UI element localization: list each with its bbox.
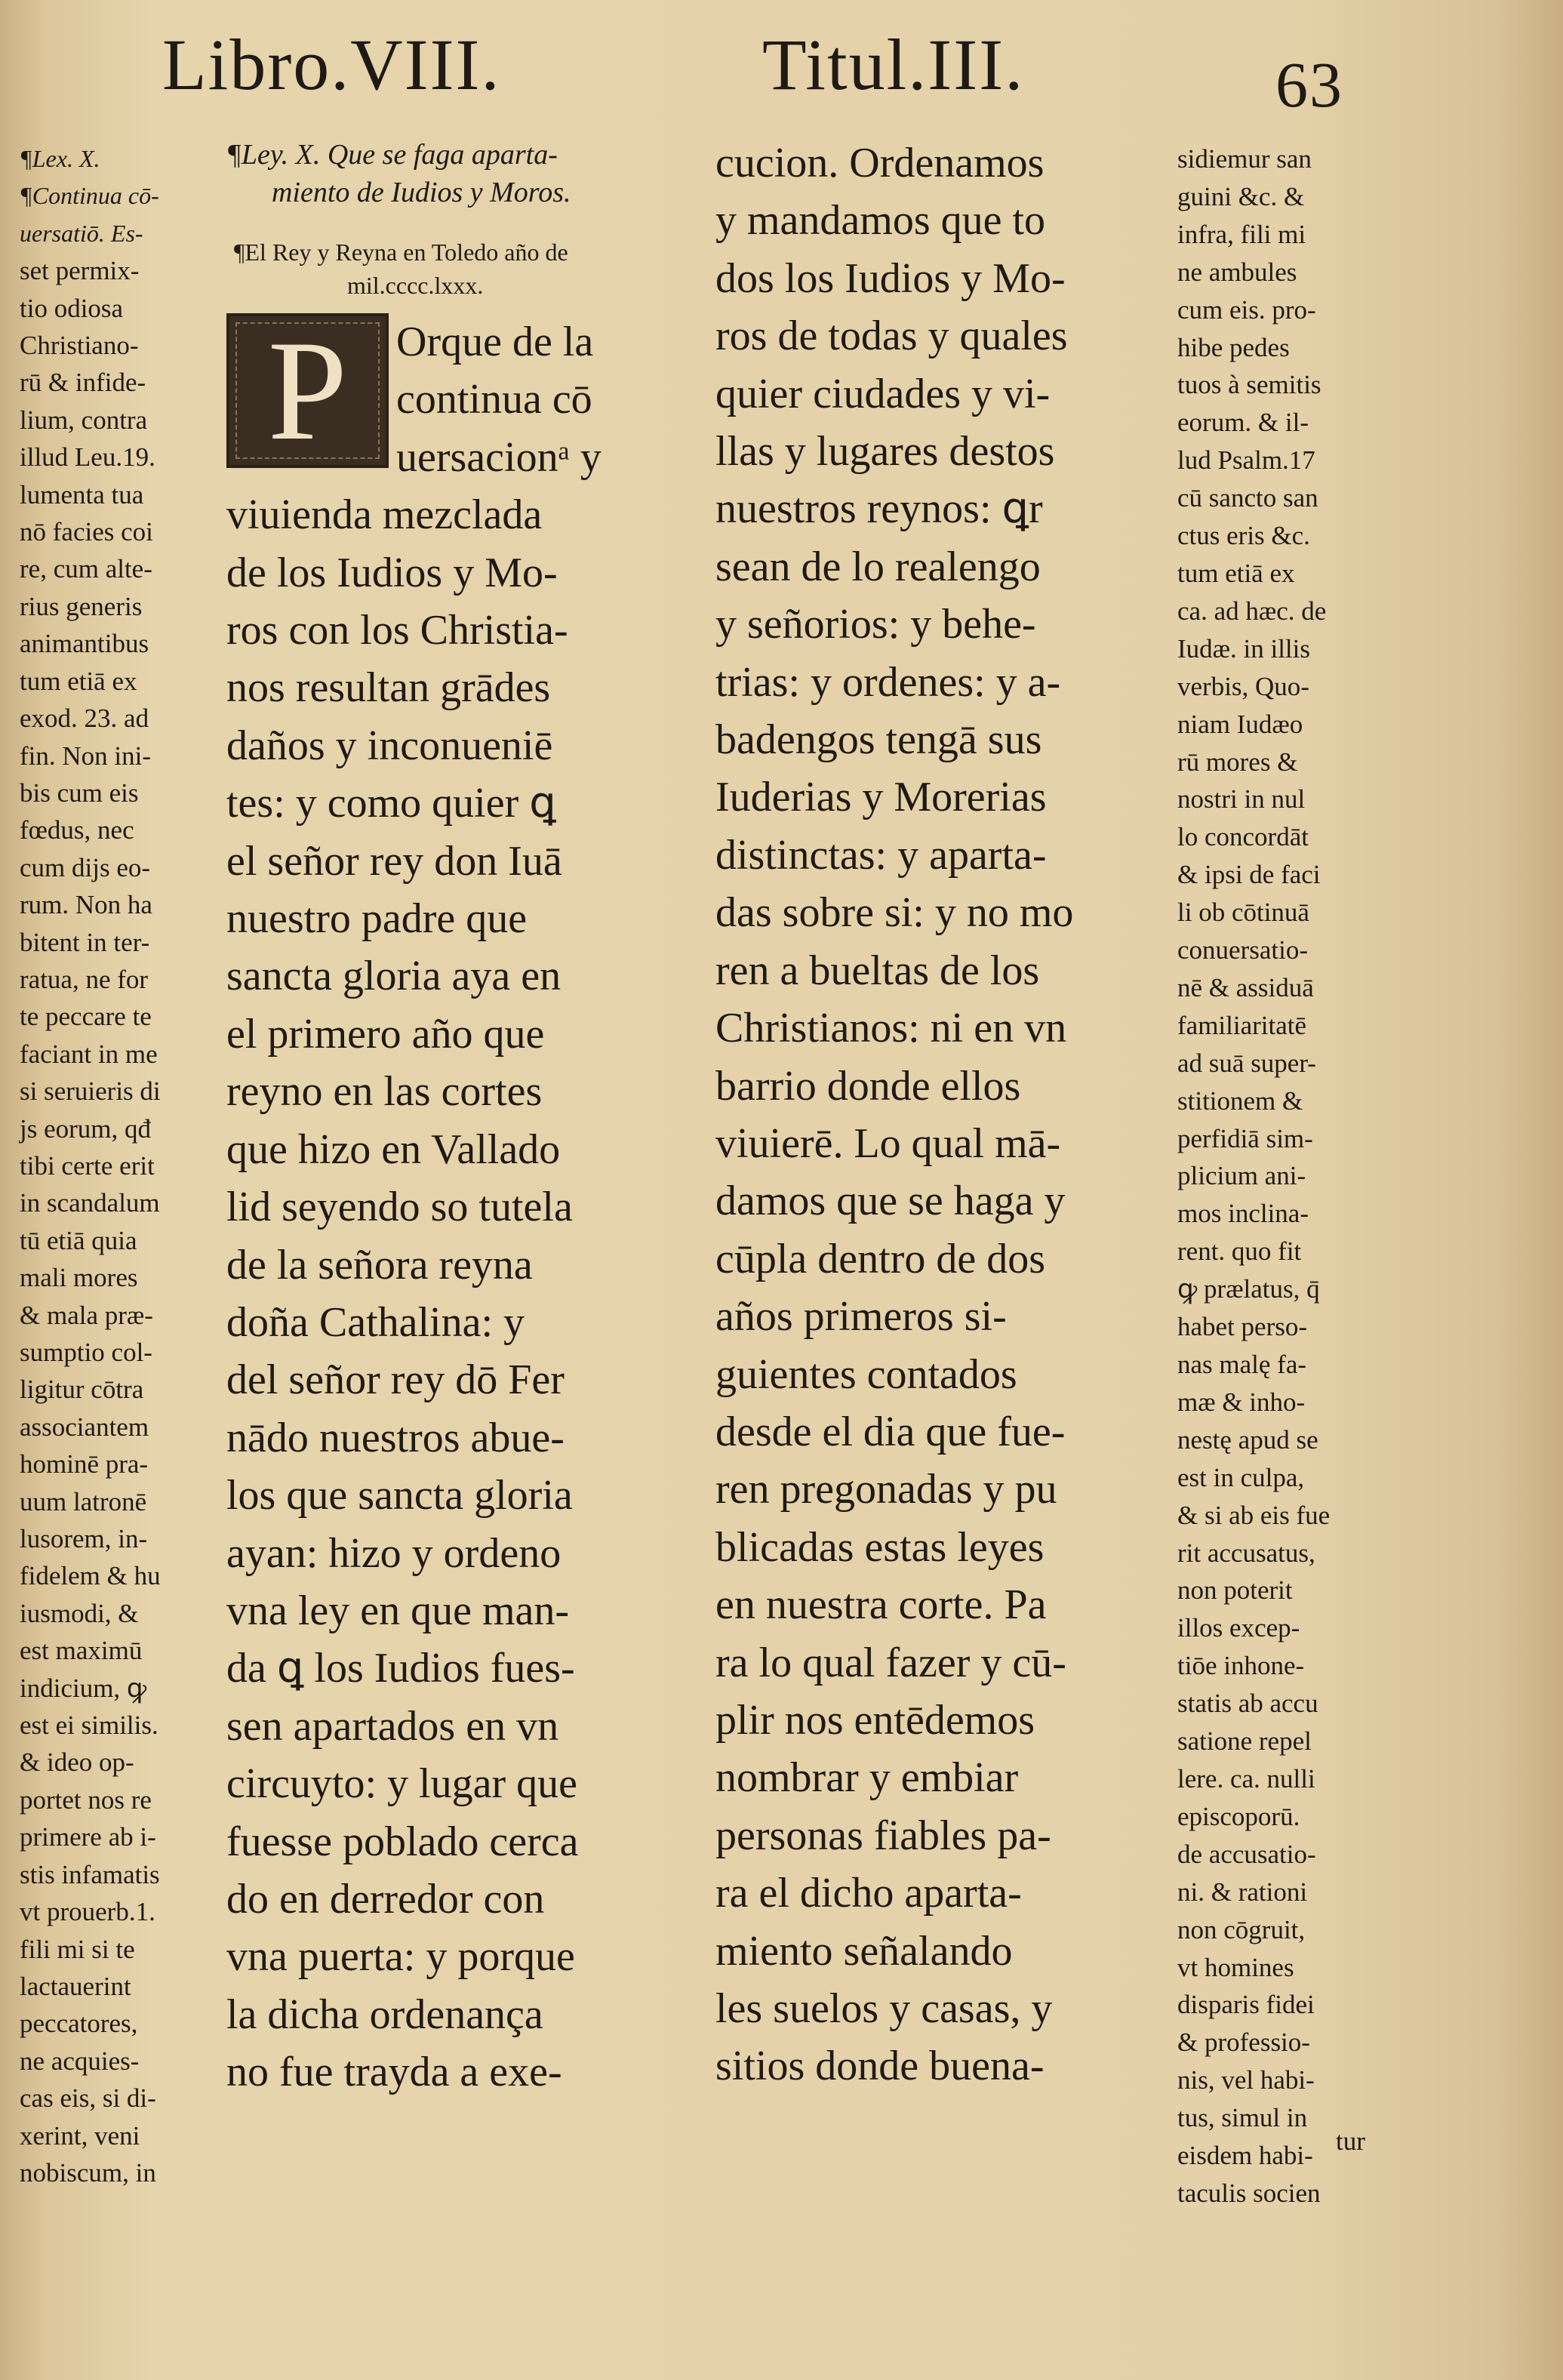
main-text-column-2 bbox=[715, 134, 1161, 2095]
right-gloss-line: tuos à semitis bbox=[1177, 370, 1321, 400]
main-text-line: nuestros reynos: ꝗr bbox=[715, 485, 1043, 533]
right-gloss-line: guini &c. & bbox=[1177, 181, 1305, 211]
left-gloss-line: stis infamatis bbox=[20, 1859, 160, 1889]
main-text-line: sitios donde buena- bbox=[715, 2043, 1045, 2090]
left-gloss-line: nobiscum, in bbox=[20, 2157, 156, 2188]
main-text-line: reyno en las cortes bbox=[226, 1068, 543, 1116]
left-gloss-line: te peccare te bbox=[20, 1002, 152, 1032]
main-text-line: del señor rey dō Fer bbox=[226, 1356, 565, 1404]
left-gloss-line: in scandalum bbox=[20, 1188, 160, 1218]
main-text-line: nombrar y embiar bbox=[715, 1754, 1019, 1802]
left-gloss-line: associantem bbox=[20, 1412, 149, 1442]
main-text-line: viuierē. Lo qual mā- bbox=[715, 1119, 1061, 1167]
main-text-line: nādo nuestros abue- bbox=[226, 1414, 565, 1461]
right-gloss-line: non poterit bbox=[1177, 1575, 1293, 1606]
right-gloss-line: & professio- bbox=[1177, 2027, 1310, 2058]
right-gloss-line: nis, vel habi- bbox=[1177, 2065, 1315, 2095]
left-gloss-line: vt prouerb.1. bbox=[20, 1897, 155, 1927]
main-text-line: trias: y ordenes: y a- bbox=[715, 658, 1061, 706]
main-text-line: llas y lugares destos bbox=[715, 428, 1055, 476]
right-gloss-line: stitionem & bbox=[1177, 1085, 1303, 1116]
main-text-line: años primeros si- bbox=[715, 1293, 1007, 1341]
law-subtitle-line: mil.cccc.lxxx. bbox=[347, 272, 484, 299]
law-title-line: miento de Iudios y Moros. bbox=[272, 177, 571, 208]
main-text-line: Iuderias y Morerias bbox=[715, 774, 1047, 821]
main-text-line: sen apartados en vn bbox=[226, 1702, 559, 1750]
right-gloss-line: de accusatio- bbox=[1177, 1839, 1316, 1869]
main-text-line: ra lo qual fazer y cū- bbox=[715, 1639, 1066, 1686]
right-gloss-line: episcoporū. bbox=[1177, 1801, 1300, 1831]
right-gloss-line: Iudæ. in illis bbox=[1177, 633, 1310, 664]
main-text-line: continua cō bbox=[396, 376, 592, 423]
left-gloss-line: ¶Continua cō- bbox=[20, 182, 159, 210]
main-text-line: ren pregonadas y pu bbox=[715, 1466, 1057, 1513]
main-text-line: blicadas estas leyes bbox=[715, 1523, 1045, 1571]
left-gloss-line: uum latronē bbox=[20, 1486, 147, 1516]
main-text-line: y mandamos que to bbox=[715, 197, 1046, 245]
initial-letter: P bbox=[267, 311, 348, 470]
left-gloss-line: est ei similis. bbox=[20, 1710, 158, 1741]
left-gloss-line: ligitur cōtra bbox=[20, 1375, 144, 1405]
left-gloss-line: animantibus bbox=[20, 629, 149, 659]
left-gloss-line: ne acquies- bbox=[20, 2046, 140, 2076]
main-text-line: viuienda mezclada bbox=[226, 491, 543, 539]
right-gloss-line: ꝙ prælatus, q̄ bbox=[1177, 1274, 1320, 1304]
right-gloss-line: nas malę fa- bbox=[1177, 1350, 1307, 1379]
right-gloss-line: est in culpa, bbox=[1177, 1462, 1305, 1492]
right-gloss-line: eisdem habi- bbox=[1177, 2141, 1313, 2171]
left-gloss-line: bitent in ter- bbox=[20, 927, 150, 957]
right-gloss-line: & si ab eis fue bbox=[1177, 1500, 1331, 1530]
right-gloss-line: mæ & inho- bbox=[1177, 1387, 1306, 1417]
main-text-line: miento señalando bbox=[715, 1927, 1013, 1975]
left-gloss-line: hominē pra- bbox=[20, 1449, 149, 1479]
left-gloss-line: tū etiā quia bbox=[20, 1225, 137, 1255]
left-gloss-line: cum dijs eo- bbox=[20, 852, 151, 882]
right-gloss-line: habet perso- bbox=[1177, 1312, 1308, 1342]
right-gloss-line: satione repel bbox=[1177, 1726, 1312, 1757]
right-gloss-line: tiōe inhone- bbox=[1177, 1651, 1305, 1681]
left-gloss-line: re, cum alte- bbox=[20, 554, 152, 584]
left-gloss-line: rius generis bbox=[20, 591, 143, 621]
left-marginal-gloss bbox=[20, 140, 201, 2191]
left-gloss-line: indicium, ꝙ bbox=[20, 1673, 147, 1703]
right-gloss-line: conuersatio- bbox=[1177, 935, 1308, 965]
left-gloss-line: rū & infide- bbox=[20, 368, 146, 398]
left-gloss-line: uersatiō. Es- bbox=[20, 219, 143, 247]
main-text-line: sancta gloria aya en bbox=[226, 953, 562, 1000]
main-text-line: dos los Iudios y Mo- bbox=[715, 254, 1066, 302]
right-gloss-line: hibe pedes bbox=[1177, 332, 1290, 362]
main-text-line: de los Iudios y Mo- bbox=[226, 549, 558, 596]
main-text-line: tes: y como quier ꝗ bbox=[226, 780, 556, 827]
main-text-line: la dicha ordenança bbox=[226, 1991, 543, 2038]
main-text-line: distinctas: y aparta- bbox=[715, 831, 1047, 879]
left-gloss-line: tum etiā ex bbox=[20, 666, 137, 696]
main-text-line: Orque de la bbox=[396, 319, 594, 365]
right-gloss-line: ni. & rationi bbox=[1177, 1877, 1308, 1907]
main-text-line: doña Cathalina: y bbox=[226, 1298, 525, 1346]
law-subtitle-line: ¶El Rey y Reyna en Toledo año de bbox=[234, 239, 568, 266]
main-text-line: nos resultan grādes bbox=[226, 664, 551, 712]
main-text-line: uersacionᵃ y bbox=[396, 433, 602, 481]
right-gloss-line: rū mores & bbox=[1177, 747, 1298, 777]
main-text-line: barrio donde ellos bbox=[715, 1062, 1021, 1110]
main-text-line: do en derredor con bbox=[226, 1875, 545, 1923]
left-gloss-line: & ideo op- bbox=[20, 1747, 134, 1778]
right-gloss-line: tus, simul in bbox=[1177, 2103, 1308, 2133]
main-text-line: damos que se haga y bbox=[715, 1178, 1066, 1225]
main-text-line: ren a bueltas de los bbox=[715, 947, 1040, 994]
right-gloss-line: lere. ca. nulli bbox=[1177, 1763, 1315, 1793]
right-gloss-line: disparis fidei bbox=[1177, 1990, 1315, 2020]
left-gloss-line: cas eis, si di- bbox=[20, 2083, 156, 2114]
left-gloss-line: bis cum eis bbox=[20, 777, 139, 808]
left-gloss-line: fidelem & hu bbox=[20, 1561, 161, 1591]
main-text-column-1 bbox=[226, 313, 672, 2101]
left-gloss-line: fin. Non ini- bbox=[20, 740, 152, 771]
main-text-line: ra el dicho aparta- bbox=[715, 1870, 1022, 1917]
main-text-line: de la señora reyna bbox=[226, 1241, 533, 1289]
right-gloss-line: eorum. & il- bbox=[1177, 408, 1309, 438]
right-gloss-line: cū sancto san bbox=[1177, 483, 1318, 513]
left-gloss-line: peccatores, bbox=[20, 2009, 138, 2039]
left-gloss-line: rum. Non ha bbox=[20, 890, 152, 920]
left-gloss-line: Christiano- bbox=[20, 331, 139, 361]
right-gloss-line: infra, fili mi bbox=[1177, 219, 1306, 249]
main-text-line: vna puerta: y porque bbox=[226, 1933, 575, 1981]
main-text-line: cūpla dentro de dos bbox=[715, 1235, 1045, 1282]
left-gloss-line: mali mores bbox=[20, 1263, 138, 1293]
left-gloss-line: fili mi si te bbox=[20, 1934, 135, 1964]
left-gloss-line: iusmodi, & bbox=[20, 1598, 139, 1628]
right-gloss-line: li ob cōtinuā bbox=[1177, 898, 1309, 928]
left-gloss-line: exod. 23. ad bbox=[20, 704, 149, 734]
left-gloss-line: ¶Lex. X. bbox=[20, 145, 100, 172]
left-gloss-line: lium, contra bbox=[20, 405, 148, 435]
main-text-line: Christianos: ni en vn bbox=[715, 1005, 1067, 1052]
main-text-line: no fue trayda a exe- bbox=[226, 2049, 562, 2096]
right-gloss-line: tum etiā ex bbox=[1177, 558, 1295, 588]
left-gloss-line: nō facies coi bbox=[20, 517, 153, 547]
left-gloss-line: lumenta tua bbox=[20, 479, 144, 510]
left-gloss-line: set permix- bbox=[20, 256, 140, 286]
right-gloss-line: lo concordāt bbox=[1177, 822, 1309, 852]
page-number: 63 bbox=[1275, 48, 1343, 121]
left-gloss-line: portet nos re bbox=[20, 1784, 152, 1815]
right-gloss-line: illos excep- bbox=[1177, 1613, 1300, 1643]
right-gloss-line: mos inclina- bbox=[1177, 1199, 1309, 1229]
left-gloss-line: ratua, ne for bbox=[20, 964, 149, 994]
law-subtitle bbox=[234, 236, 568, 302]
main-text-line: quier ciudades y vi- bbox=[715, 370, 1051, 417]
left-gloss-line: est maximū bbox=[20, 1636, 143, 1666]
main-text-line: sean de lo realengo bbox=[715, 543, 1041, 590]
main-text-line: da ꝗ los Iudios fues- bbox=[226, 1645, 575, 1692]
right-gloss-line: perfidiā sim- bbox=[1177, 1123, 1313, 1153]
left-gloss-line: & mala præ- bbox=[20, 1300, 153, 1330]
left-gloss-line: illud Leu.19. bbox=[20, 442, 155, 473]
main-text-line: y señorios: y behe- bbox=[715, 601, 1036, 648]
right-gloss-line: rit accusatus, bbox=[1177, 1538, 1315, 1568]
main-text-line: vna ley en que man- bbox=[226, 1587, 570, 1634]
right-gloss-line: niam Iudæo bbox=[1177, 709, 1303, 739]
left-gloss-line: xerint, veni bbox=[20, 2120, 140, 2151]
right-gloss-line: vt homines bbox=[1177, 1952, 1294, 1982]
right-gloss-line: cum eis. pro- bbox=[1177, 294, 1316, 325]
right-gloss-line: taculis socien bbox=[1177, 2178, 1321, 2208]
right-gloss-line: nostri in nul bbox=[1177, 784, 1306, 814]
right-gloss-line: ca. ad hæc. de bbox=[1177, 596, 1327, 626]
left-gloss-line: sumptio col- bbox=[20, 1338, 152, 1367]
main-text-line: plir nos entēdemos bbox=[715, 1696, 1035, 1744]
right-gloss-line: verbis, Quo- bbox=[1177, 671, 1309, 701]
main-text-line: badengos tengā sus bbox=[715, 716, 1042, 764]
main-text-line: ayan: hizo y ordeno bbox=[226, 1529, 562, 1577]
left-gloss-line: tio odiosa bbox=[20, 293, 124, 323]
running-head-title: Titul.III. bbox=[762, 24, 1025, 105]
right-gloss-line: rent. quo fit bbox=[1177, 1236, 1302, 1267]
left-gloss-line: faciant in me bbox=[20, 1039, 158, 1069]
right-gloss-line: & ipsi de faci bbox=[1177, 860, 1321, 890]
main-text-line: das sobre si: y no mo bbox=[715, 889, 1074, 937]
right-gloss-line: familiaritatē bbox=[1177, 1010, 1307, 1040]
left-gloss-line: lusorem, in- bbox=[20, 1524, 148, 1554]
main-text-line: el señor rey don Iuā bbox=[226, 837, 562, 885]
main-text-line: les suelos y casas, y bbox=[715, 1985, 1053, 2032]
law-title bbox=[226, 136, 571, 211]
main-text-line: fuesse poblado cerca bbox=[226, 1818, 579, 1865]
right-gloss-line: nestę apud se bbox=[1177, 1424, 1318, 1455]
main-text-line: nuestro padre que bbox=[226, 895, 528, 943]
law-title-line: ¶Ley. X. Que se faga aparta- bbox=[226, 139, 558, 171]
left-gloss-line: tibi certe erit bbox=[20, 1150, 155, 1181]
right-marginal-gloss bbox=[1177, 140, 1381, 2212]
right-gloss-line: lud Psalm.17 bbox=[1177, 445, 1315, 476]
right-gloss-line: ad suā super- bbox=[1177, 1048, 1316, 1078]
main-text-line: en nuestra corte. Pa bbox=[715, 1581, 1047, 1629]
left-gloss-line: si seruieris di bbox=[20, 1076, 161, 1107]
left-gloss-line: js eorum, qđ bbox=[20, 1113, 152, 1144]
main-text-line: circuyto: y lugar que bbox=[226, 1760, 577, 1808]
main-text-line: cucion. Ordenamos bbox=[715, 140, 1045, 186]
right-gloss-line: plicium ani- bbox=[1177, 1161, 1306, 1191]
main-text-line: el primero año que bbox=[226, 1010, 545, 1058]
right-gloss-line: sidiemur san bbox=[1177, 144, 1312, 174]
left-gloss-line: fœdus, nec bbox=[20, 815, 134, 845]
main-text-line: ros de todas y quales bbox=[715, 313, 1068, 360]
right-gloss-line: ctus eris &c. bbox=[1177, 521, 1310, 551]
main-text-line: guientes contados bbox=[715, 1350, 1017, 1398]
main-text-line: que hizo en Vallado bbox=[226, 1125, 561, 1173]
right-gloss-last-word: tur bbox=[1336, 2126, 1365, 2156]
main-text-line: desde el dia que fue- bbox=[715, 1408, 1066, 1455]
main-text-line: personas fiables pa- bbox=[715, 1812, 1051, 1859]
main-text-line: lid seyendo so tutela bbox=[226, 1184, 573, 1231]
main-text-line: los que sancta gloria bbox=[226, 1472, 573, 1519]
right-gloss-line: ne ambules bbox=[1177, 257, 1297, 287]
right-gloss-line: non cōgruit, bbox=[1177, 1914, 1306, 1944]
main-text-line: ros con los Christia- bbox=[226, 607, 568, 654]
running-head-book: Libro.VIII. bbox=[162, 24, 501, 105]
right-gloss-line: nē & assiduā bbox=[1177, 972, 1314, 1002]
main-text-line: daños y inconueniē bbox=[226, 722, 553, 769]
left-gloss-line: lactauerint bbox=[20, 1971, 131, 2001]
right-gloss-line: statis ab accu bbox=[1177, 1689, 1318, 1719]
left-gloss-line: primere ab i- bbox=[20, 1822, 156, 1852]
